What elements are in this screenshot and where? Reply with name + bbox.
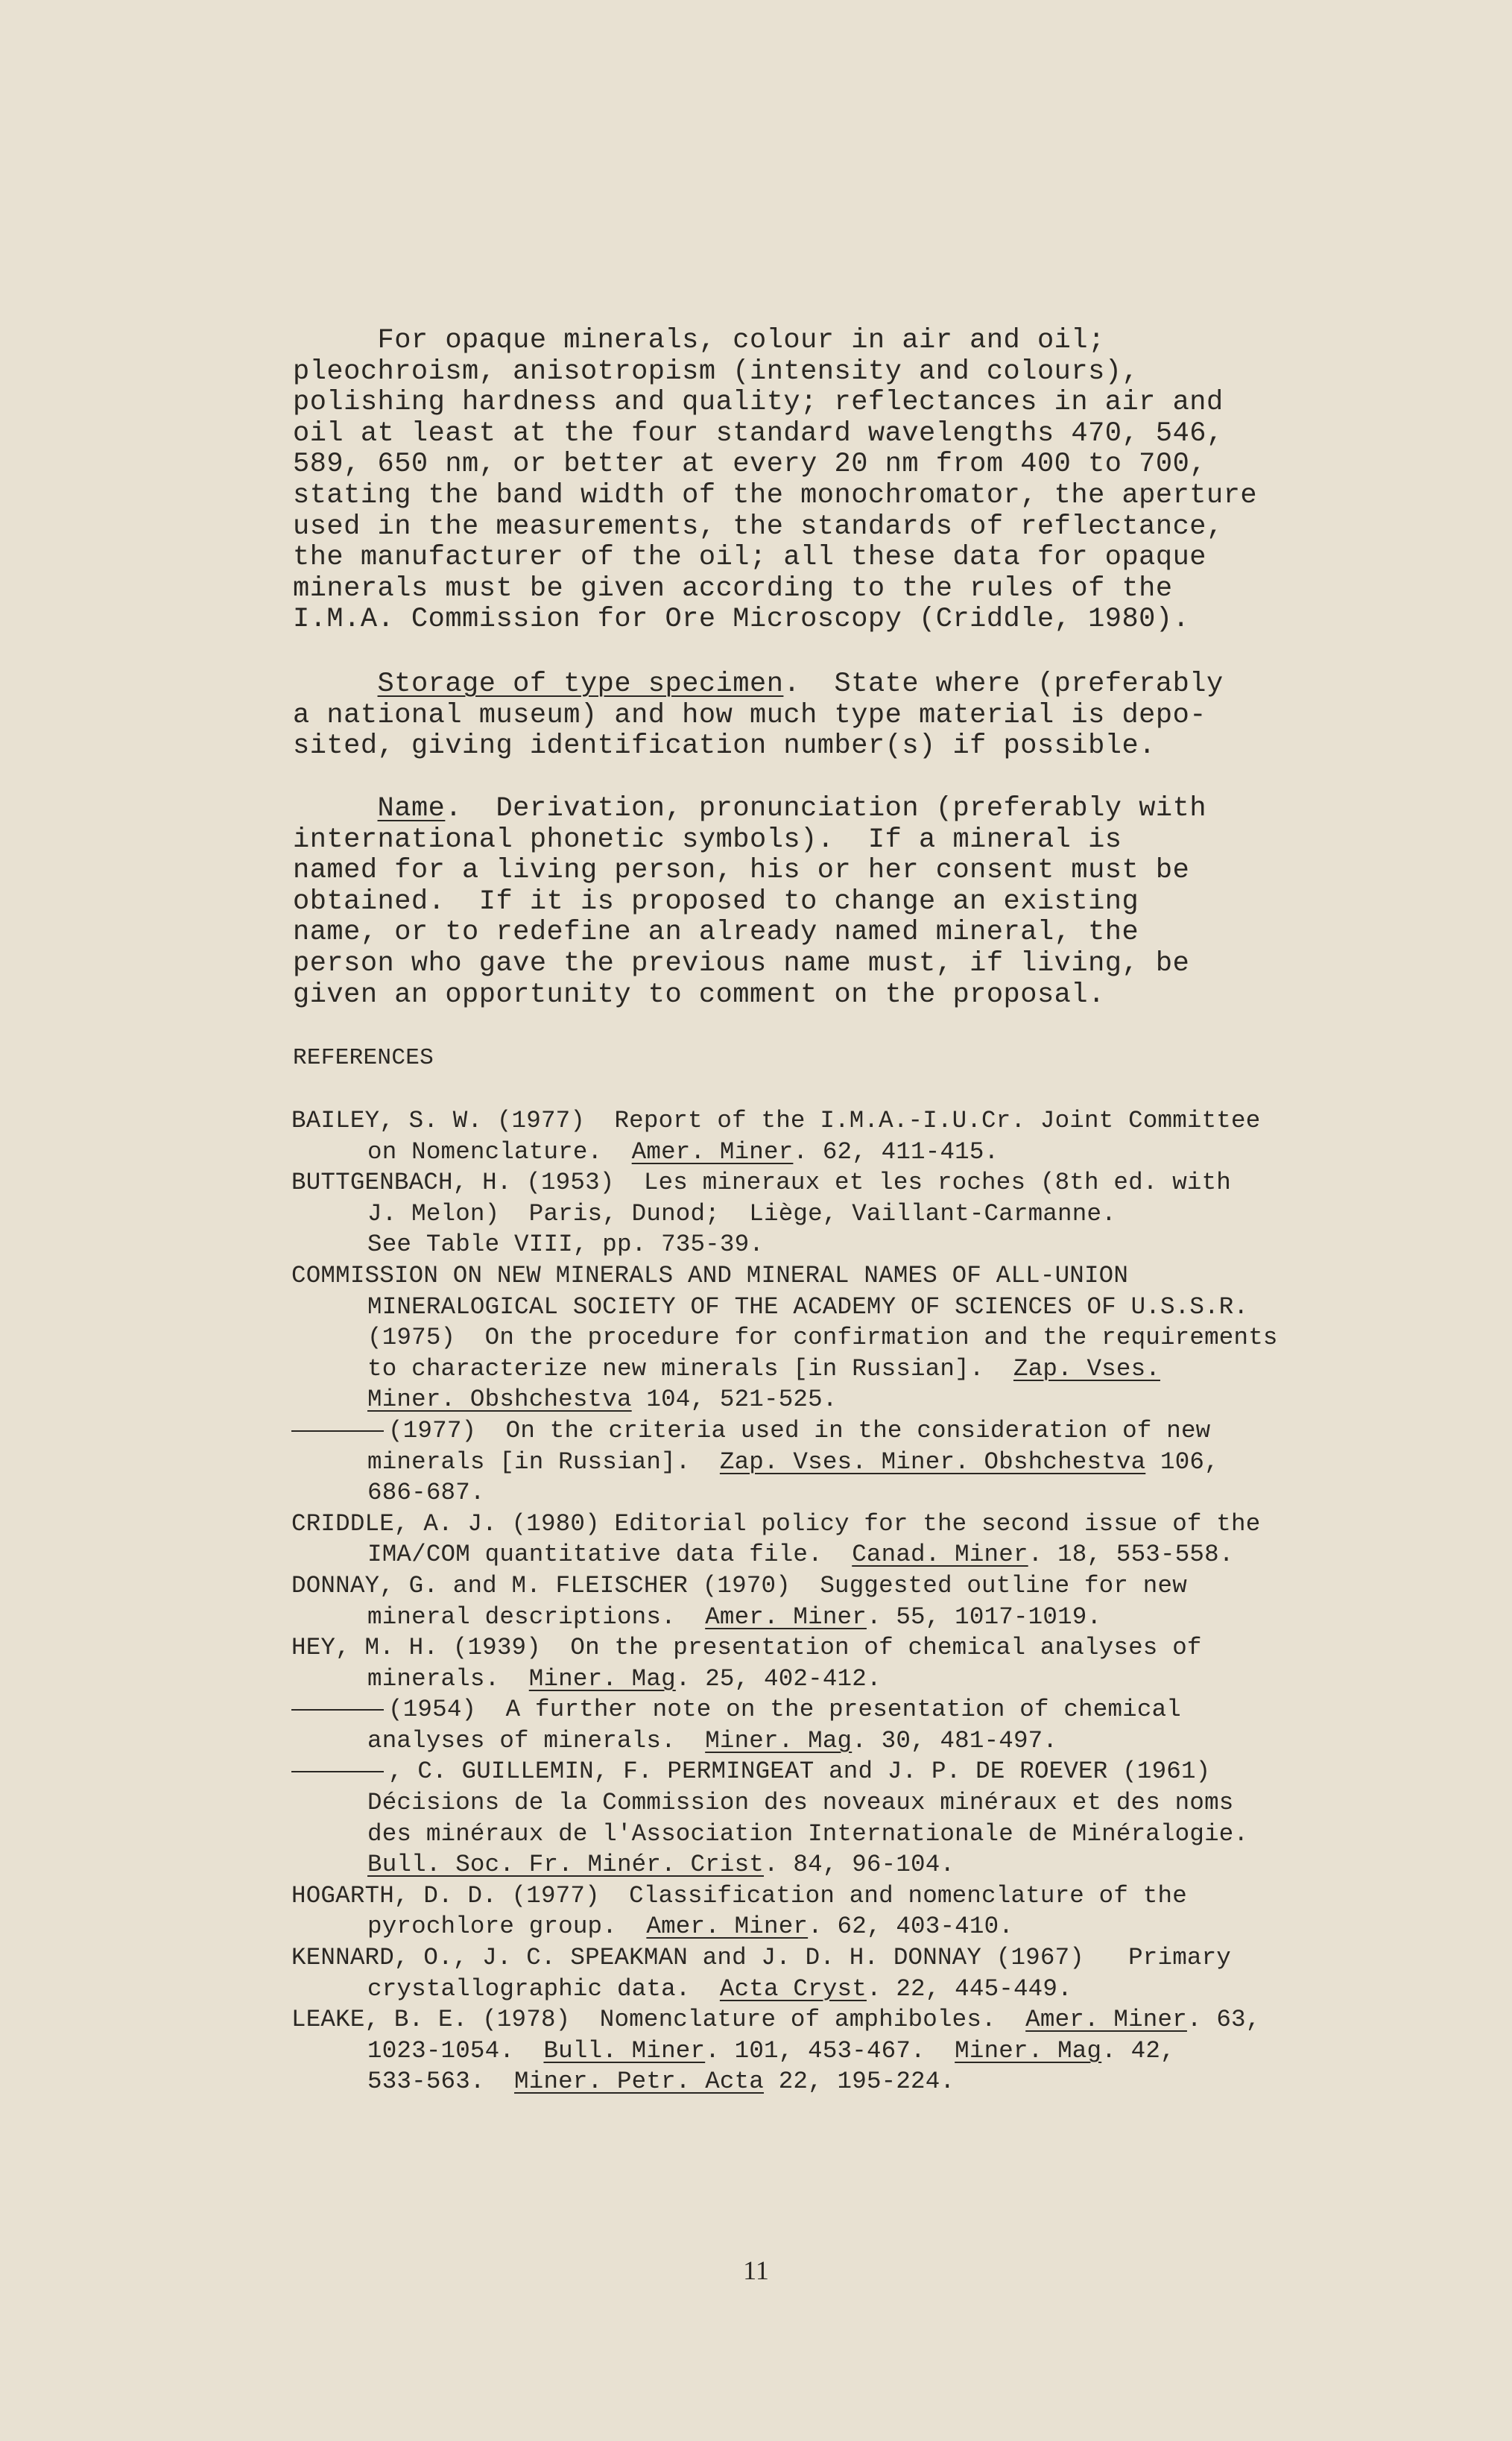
text-span: . 62, 403-410. <box>808 1913 1013 1941</box>
text-line: name, or to redefine an already named mineral, the <box>293 917 1139 949</box>
text-span: 104, 521-525. <box>631 1386 838 1414</box>
text-line <box>291 1694 1350 1725</box>
text-line: For opaque minerals, colour in air and oil; <box>293 325 1105 356</box>
text-line <box>291 1415 1350 1447</box>
text-line <box>291 1911 1350 1942</box>
text-line: obtained. If it is proposed to change an existing <box>293 885 1139 918</box>
text-line: Décisions de la Commission des noveaux minéraux et des noms <box>367 1789 1234 1817</box>
text-span: minerals [in Russian]. <box>367 1447 720 1476</box>
text-span: . 30, 481-497. <box>852 1726 1058 1755</box>
reference-entry <box>291 1105 1350 1167</box>
reference-entry <box>291 1694 1350 1756</box>
text-line: minerals must be given according to the rules of the <box>293 572 1173 604</box>
text-span: 106, <box>1145 1447 1219 1476</box>
text-line: sited, giving identification number(s) if possible. <box>293 730 1156 762</box>
text-line: polishing hardness and quality; reflectances in air and <box>293 387 1224 419</box>
text-line <box>291 1602 1350 1633</box>
text-span: LEAKE, B. E. (1978) Nomenclature of amphiboles. <box>291 2006 1026 2034</box>
text-line: BAILEY, S. W. (1977) Report of the I.M.A.-I.U.Cr. Joint Committee <box>291 1107 1261 1134</box>
text-span: . 18, 553-558. <box>1028 1541 1234 1569</box>
text-span: (1977) On the criteria used in the consideration of new <box>388 1416 1211 1444</box>
text-line: a national museum) and how much type material is depo- <box>293 699 1206 731</box>
reference-entry <box>291 1415 1350 1509</box>
journal-title: Miner. Obshchestva <box>367 1386 632 1414</box>
text-line <box>291 1447 1350 1478</box>
page-number: 11 <box>743 2255 769 2285</box>
reference-entry <box>291 1260 1350 1415</box>
text-span: pyrochlore group. <box>367 1913 647 1941</box>
text-line: oil at least at the four standard wavelengths 470, 546, <box>293 417 1224 449</box>
text-line: named for a living person, his or her consent must be <box>293 855 1190 887</box>
text-span: . 63, <box>1186 2006 1261 2034</box>
text-line: 589, 650 nm, or better at every 20 nm from 400 to 700, <box>293 449 1206 481</box>
text-line: international phonetic symbols). If a mineral is <box>293 824 1122 856</box>
text-line <box>291 2004 1350 2036</box>
text-line <box>291 1539 1350 1570</box>
paragraph-name <box>293 794 1366 1011</box>
references-list <box>291 1105 1350 2097</box>
reference-entry <box>291 1756 1350 1880</box>
text-span: . Derivation, pronunciation (preferably with <box>445 793 1207 824</box>
reference-entry <box>291 2004 1350 2097</box>
text-line: HEY, M. H. (1939) On the presentation of chemical analyses of <box>291 1634 1202 1662</box>
journal-title: Bull. Miner <box>543 2036 706 2065</box>
text-line: 686-687. <box>367 1479 485 1507</box>
text-line: CRIDDLE, A. J. (1980) Editorial policy for the second issue of the <box>291 1509 1261 1538</box>
text-line <box>291 1384 1350 1415</box>
text-span: on Nomenclature. <box>367 1137 632 1166</box>
text-line <box>291 1756 1350 1787</box>
journal-title: Miner. Mag <box>528 1664 676 1693</box>
text-span: . 55, 1017-1019. <box>866 1602 1102 1631</box>
ditto-rule <box>291 1415 384 1432</box>
text-span: , C. GUILLEMIN, F. PERMINGEAT and J. P. DE ROEVER (1961) <box>388 1758 1211 1786</box>
text-line: BUTTGENBACH, H. (1953) Les mineraux et les roches (8th ed. with <box>291 1169 1232 1197</box>
text-line <box>293 669 1366 701</box>
text-span: crystallographic data. <box>367 1974 720 2003</box>
reference-entry <box>291 1570 1350 1632</box>
text-span: 1023-1054. <box>367 2036 544 2065</box>
text-span: (1954) A further note on the presentation of chemical <box>388 1696 1181 1724</box>
text-line <box>293 794 1366 825</box>
journal-title: Zap. Vses. <box>1013 1354 1160 1383</box>
text-line <box>291 1664 1350 1695</box>
reference-entry <box>291 1881 1350 1942</box>
journal-title: Amer. Miner <box>1025 2006 1187 2034</box>
text-line: stating the band width of the monochromator, the aperture <box>293 479 1258 511</box>
text-line <box>291 1974 1350 2005</box>
journal-title: Amer. Miner <box>646 1913 809 1941</box>
text-span: 533-563. <box>367 2068 515 2096</box>
text-span: . 42, <box>1101 2036 1175 2065</box>
text-span: . 101, 453-467. <box>705 2036 955 2065</box>
text-line: used in the measurements, the standards of reflectance, <box>293 511 1224 543</box>
text-line: DONNAY, G. and M. FLEISCHER (1970) Suggested outline for new <box>291 1571 1187 1600</box>
journal-title: Miner. Mag <box>705 1726 853 1755</box>
paragraph-storage <box>293 669 1366 762</box>
text-span: . 22, 445-449. <box>866 1974 1072 2003</box>
text-span: 22, 195-224. <box>764 2068 955 2096</box>
ditto-rule <box>291 1756 384 1772</box>
text-line: the manufacturer of the oil; all these data for opaque <box>293 542 1206 574</box>
text-line: KENNARD, O., J. C. SPEAKMAN and J. D. H. DONNAY (1967) Primary <box>291 1944 1232 1972</box>
text-span: . State where (preferably <box>783 669 1224 700</box>
text-span: . 25, 402-412. <box>675 1664 882 1693</box>
name-heading: Name <box>377 793 446 824</box>
reference-entry <box>291 1942 1350 2004</box>
reference-entry <box>291 1167 1350 1260</box>
journal-title: Miner. Petr. Acta <box>514 2068 765 2096</box>
text-span: to characterize new minerals [in Russian]. <box>367 1354 1013 1383</box>
reference-entry <box>291 1632 1350 1694</box>
reference-entry <box>291 1509 1350 1570</box>
journal-title: Bull. Soc. Fr. Minér. Crist <box>367 1851 764 1879</box>
text-line: (1975) On the procedure for confirmation and the requirements <box>367 1324 1278 1352</box>
text-line: I.M.A. Commission for Ore Microscopy (Criddle, 1980). <box>293 604 1190 636</box>
text-line: des minéraux de l'Association Internationale de Minéralogie. <box>367 1819 1249 1848</box>
text-line <box>291 1137 1350 1168</box>
text-line <box>291 2066 1350 2097</box>
text-line <box>291 1849 1350 1881</box>
paragraph-opaque-minerals <box>293 326 1366 636</box>
text-line <box>291 1354 1350 1385</box>
text-span: . 62, 411-415. <box>793 1137 999 1166</box>
text-span: IMA/COM quantitative data file. <box>367 1541 853 1569</box>
journal-title: Amer. Miner <box>705 1602 867 1631</box>
text-span: mineral descriptions. <box>367 1602 706 1631</box>
references-heading: REFERENCES <box>293 1045 434 1071</box>
text-span: . 84, 96-104. <box>764 1851 955 1879</box>
journal-title: Amer. Miner <box>631 1137 794 1166</box>
text-line <box>291 1725 1350 1757</box>
text-line: COMMISSION ON NEW MINERALS AND MINERAL NAMES OF ALL-UNION <box>291 1261 1129 1289</box>
text-line: J. Melon) Paris, Dunod; Liège, Vaillant-Carmanne. <box>367 1199 1116 1228</box>
journal-title: Canad. Miner <box>852 1541 1028 1569</box>
text-line: given an opportunity to comment on the proposal. <box>293 979 1105 1011</box>
text-line: person who gave the previous name must, if living, be <box>293 947 1190 979</box>
text-line: HOGARTH, D. D. (1977) Classification and nomenclature of the <box>291 1881 1187 1910</box>
journal-title: Zap. Vses. Miner. Obshchestva <box>719 1447 1146 1476</box>
journal-title: Acta Cryst <box>719 1974 867 2003</box>
text-line: See Table VIII, pp. 735-39. <box>367 1231 764 1259</box>
text-span: analyses of minerals. <box>367 1726 706 1755</box>
storage-heading: Storage of type specimen <box>377 669 784 700</box>
text-line: MINERALOGICAL SOCIETY OF THE ACADEMY OF SCIENCES OF U.S.S.R. <box>367 1292 1249 1321</box>
ditto-rule <box>291 1694 384 1711</box>
text-line <box>291 2036 1350 2067</box>
journal-title: Miner. Mag <box>955 2036 1102 2065</box>
text-line: pleochroism, anisotropism (intensity and colours), <box>293 356 1139 388</box>
text-span: minerals. <box>367 1664 529 1693</box>
